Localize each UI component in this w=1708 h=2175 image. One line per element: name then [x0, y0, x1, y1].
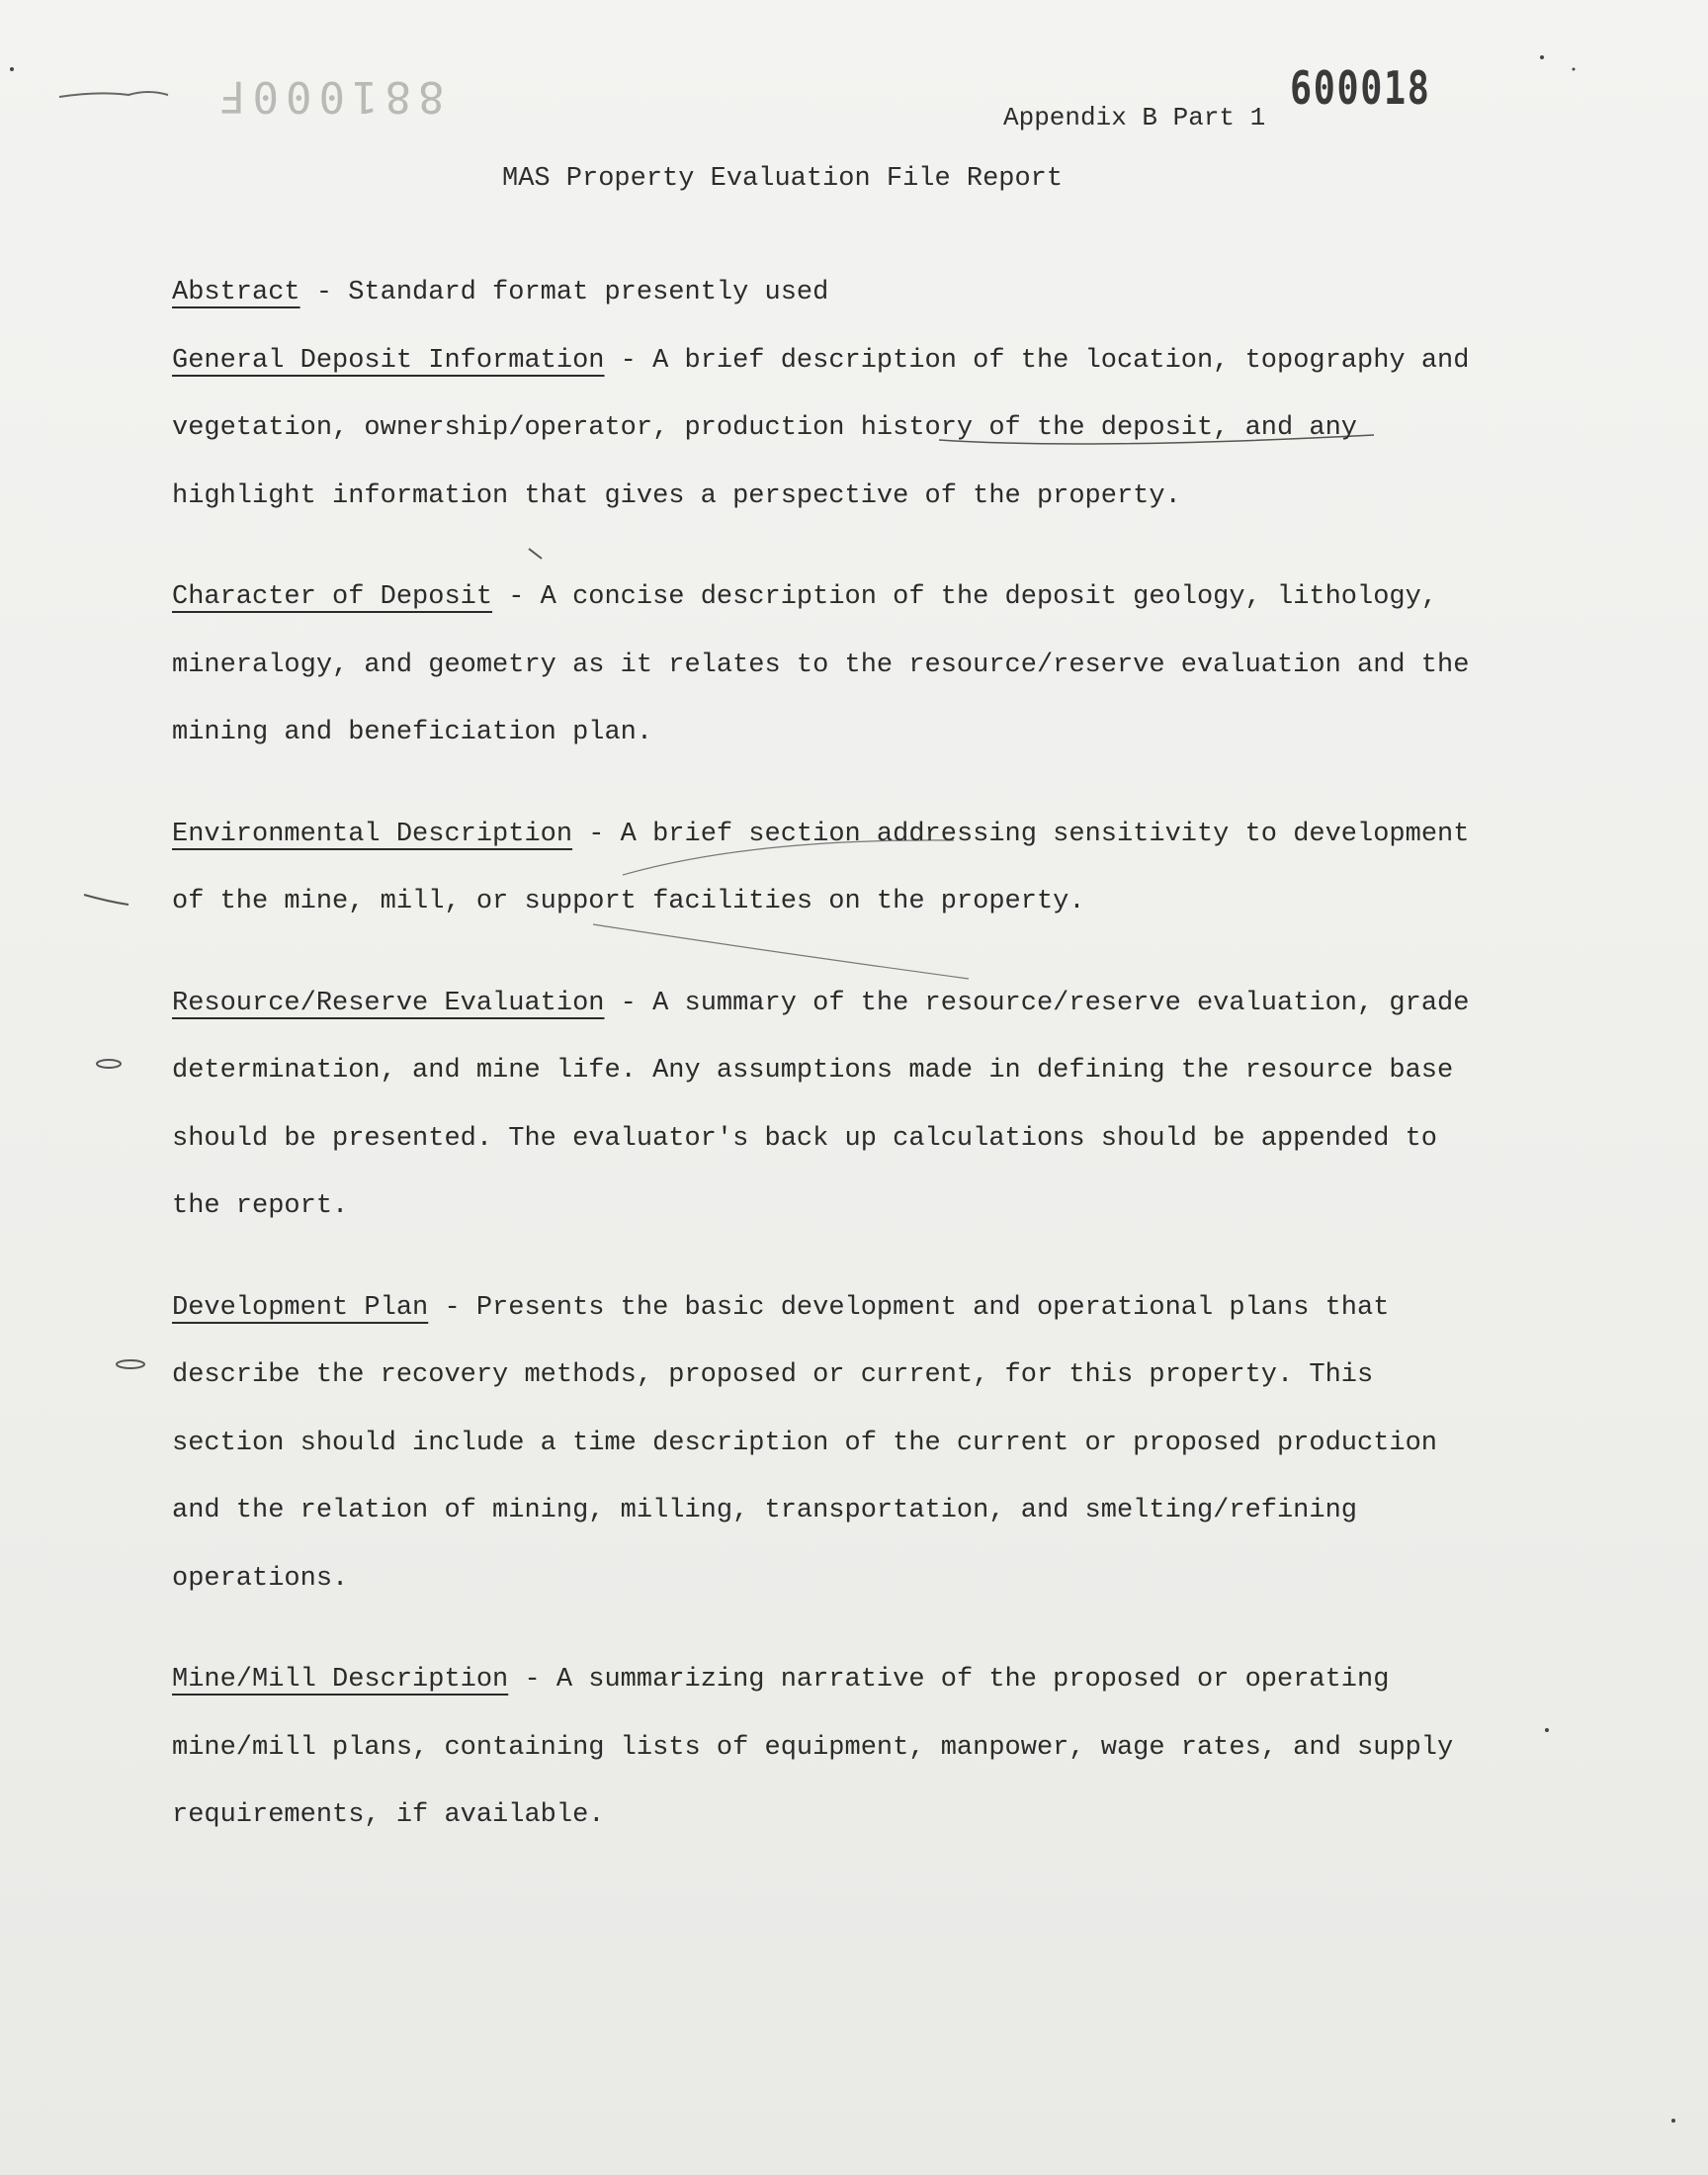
section-heading: Mine/Mill Description	[172, 1665, 509, 1695]
section-heading: Abstract	[172, 278, 300, 307]
section-body: - Presents the basic development and operational plans that describe the recovery methods, proposed or current, for this property. This section should include a time description of the current or proposed production and the relation of mining, milling, transportation, and smelting/refining operations.	[172, 1292, 1438, 1594]
section-heading: General Deposit Information	[172, 345, 605, 376]
section-character-of-deposit	[172, 564, 1487, 767]
faded-stamp-number: 881000F	[213, 71, 445, 122]
section-general-deposit-information	[172, 327, 1487, 531]
document-id-stamp: 600018	[1290, 61, 1431, 115]
section-abstract	[172, 259, 1487, 327]
section-heading: Development Plan	[172, 1292, 429, 1323]
section-body: - A summary of the resource/reserve evaluation, grade determination, and mine life. Any assumptions made in defining the resource base should be presented. The evaluator's back up calculations should be appended to the report.	[172, 988, 1470, 1221]
section-resource-reserve-evaluation	[172, 970, 1487, 1241]
appendix-label: Appendix B Part 1	[1003, 103, 1266, 132]
section-body: - A brief section addressing sensitivity to development of the mine, mill, or support facilities on the property.	[172, 819, 1470, 916]
report-sections	[172, 259, 1487, 1850]
section-environmental-description	[172, 801, 1487, 936]
section-development-plan	[172, 1274, 1487, 1613]
section-body: - Standard format presently used	[299, 278, 829, 307]
section-heading: Character of Deposit	[172, 582, 493, 612]
section-body: - A brief description of the location, topography and vegetation, ownership/operator, production history of the deposit, and any highlight information that gives a perspective of the property.	[172, 345, 1470, 511]
section-body: - A summarizing narrative of the proposed or operating mine/mill plans, containing lists of equipment, manpower, wage rates, and supply requirements, if available.	[172, 1665, 1454, 1830]
section-heading: Environmental Description	[172, 819, 573, 849]
section-mine-mill-description	[172, 1646, 1487, 1850]
section-body: - A concise description of the deposit geology, lithology, mineralogy, and geometry as it relates to the resource/reserve evaluation and the mining and beneficiation plan.	[172, 582, 1470, 747]
section-heading: Resource/Reserve Evaluation	[172, 988, 605, 1018]
page-title: MAS Property Evaluation File Report	[502, 164, 1064, 194]
